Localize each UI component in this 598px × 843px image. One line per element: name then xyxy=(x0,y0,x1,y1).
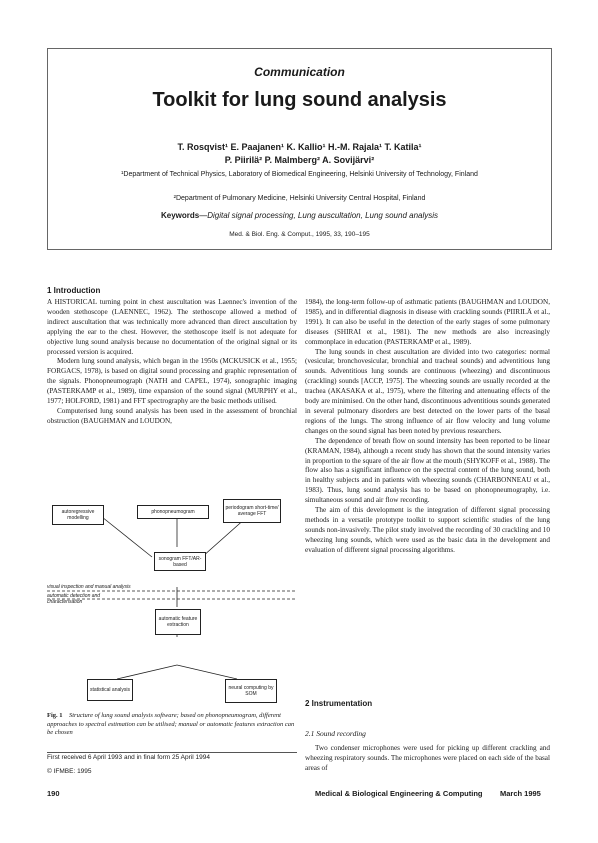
paragraph: Modern lung sound analysis, which began in the 1950s (MCKUSICK et al., 1955; FORGACS, 1978), is based on digital sound processing and graphic representation of the signals. Phonopneumograph (NATH and CAPEL, 1974), sonographic imaging (PASTERKAMP et al., 1989), time expansion of the sound signal (MURPHY et al., 1977; HOLFORD, 1981) and FFT spectrography are the basic methods utilised. xyxy=(47,357,297,406)
received-dates: First received 6 April 1993 and in final form 25 April 1994 xyxy=(47,752,297,761)
caption-label: Fig. 1 xyxy=(47,712,63,719)
figure-1-caption xyxy=(47,712,297,738)
intro-text xyxy=(47,298,297,427)
connector-line xyxy=(102,517,152,557)
authors-line-1: T. Rosqvist¹ E. Paajanen¹ K. Kallio¹ H.-M. Rajala¹ T. Katila¹ xyxy=(177,142,422,152)
article-title: Toolkit for lung sound analysis xyxy=(152,89,447,111)
connector-line xyxy=(177,665,237,679)
article-type-label: Communication xyxy=(254,65,345,79)
authors-line-2: P. Piirilä² P. Malmberg² A. Sovijärvi² xyxy=(224,155,375,165)
article-header-box xyxy=(47,48,552,250)
diagram-connectors xyxy=(47,447,297,712)
keywords-line xyxy=(48,211,551,220)
node-periodogram: periodogram short-time/ average FFT xyxy=(223,499,281,523)
section-instrumentation-title: 2 Instrumentation xyxy=(305,699,373,708)
node-phonopneumogram: phonopneumogram xyxy=(137,505,209,519)
paragraph: The lung sounds in chest auscultation are divided into two categories: normal (vesicular, bronchovesicular, bronchial and tracheal sounds) and adventitious lung sounds. Adventitious lung sounds are continuous (wheezing) and discontinuous (crackling) sounds [ACCP, 1975]. The wheezing sounds are usually recorded at the trachea (AKASAKA et al., 1975), where the filtering and attenuating effects of the body are minimised. On the other hand, discontinuous adventitious sounds generated in several pulmonary disorders are best detected on the lower parts of the basal regions of the lungs. The strong influence of air flow velocity and lung volume changes on the sound signal has been noted by previous researchers. xyxy=(305,347,550,435)
paragraph: Two condenser microphones were used for picking up different crackling and wheezing respiratory sounds. The microphones were placed on each side of the basal areas of xyxy=(305,744,550,772)
paragraph: Computerised lung sound analysis has been used in the assessment of bronchial obstruction (BAUGHMAN and LOUDON, xyxy=(47,406,297,425)
author-list xyxy=(78,141,521,167)
paragraph: The dependence of breath flow on sound intensity has been reported to be linear (KRAMAN, 1984), although a recent study has shown that the sound intensity varies in proportion to the square of the air flow at the mouth (SHYKOFF et al., 1988). The flow also has a significant influence on the spectral content of the lung sound, both in healthy subjects and in patients with wheezing sounds (CHARBONNEAU et al., 1983). Thus, lung sound analysis has to be based on phonopneumography, i.e. simultaneous sound and air flow recording. xyxy=(305,436,550,505)
copyright: © IFMBE: 1995 xyxy=(47,768,92,775)
figure-1-diagram xyxy=(47,447,297,712)
subsection-sound-recording-title: 2.1 Sound recording xyxy=(305,729,366,738)
affiliation-2: ²Department of Pulmonary Medicine, Helsinki University Central Hospital, Finland xyxy=(173,195,426,202)
node-sonogram: sonogram FFT/AR-based xyxy=(154,552,206,571)
journal-name: Medical & Biological Engineering & Computing xyxy=(315,789,483,798)
connector-line xyxy=(202,517,247,557)
section-introduction-title: 1 Introduction xyxy=(47,286,101,295)
issue-date: March 1995 xyxy=(500,789,541,798)
journal-citation: Med. & Biol. Eng. & Comput., 1995, 33, 190–195 xyxy=(229,231,370,238)
page-number: 190 xyxy=(47,789,60,798)
sound-recording-text xyxy=(305,744,550,774)
keywords-text: —Digital signal processing, Lung auscultation, Lung sound analysis xyxy=(199,211,439,220)
node-statistical-analysis: statistical analysis xyxy=(87,679,133,701)
paragraph: The aim of this development is the integration of different signal processing methods in a versatile prototype toolkit to support scientific studies of the lung sounds non-invasively. The pilot study involved the recording of 30 crackling and 10 wheezing lung sounds, which were used as the basic data in the development and evaluation of different signal processing algorithms. xyxy=(305,506,550,554)
affiliation-1: ¹Department of Technical Physics, Laboratory of Biomedical Engineering, Helsinki University of Technology, Finland xyxy=(121,171,478,178)
right-column-text xyxy=(305,298,550,556)
connector-line xyxy=(117,665,177,679)
node-neural-computing: neural computing by SOM xyxy=(225,679,277,703)
caption-text: Structure of lung sound analysis software; based on phonopneumogram, different approaches to spectral estimation can be utilised; manual or automatic features extraction can be chosen xyxy=(47,712,295,736)
automatic-label: automatic detection and characterisation xyxy=(47,593,101,605)
paragraph: 1984), the long-term follow-up of asthmatic patients (BAUGHMAN and LOUDON, 1985), and in differential diagnosis in disease with crackling sounds (PIIRILÄ et al., 1991). It can also be useful in the detection of the early stages of some pulmonary diseases (SHIRAI et al., 1981). The new methods are also increasingly commonplace in education (PASTERKAMP et al., 1989). xyxy=(305,298,550,346)
inspection-label: visual inspection and manual analysis xyxy=(47,584,131,590)
paragraph: A HISTORICAL turning point in chest auscultation was Laennec's invention of the wooden stethoscope (LAENNEC, 1962). The stethoscope allowed a method of indirect auscultation that was technically more advanced than direct auscultation by applying the ear to the chest. However, the stethoscope itself is not adequate for objective lung sound analysis because no documentation of the original signal or its processed version is acquired. xyxy=(47,298,297,356)
node-feature-extraction: automatic feature extraction xyxy=(155,609,201,635)
keywords-label: Keywords xyxy=(160,211,200,220)
node-autoregressive: autoregressive modelling xyxy=(52,505,104,525)
